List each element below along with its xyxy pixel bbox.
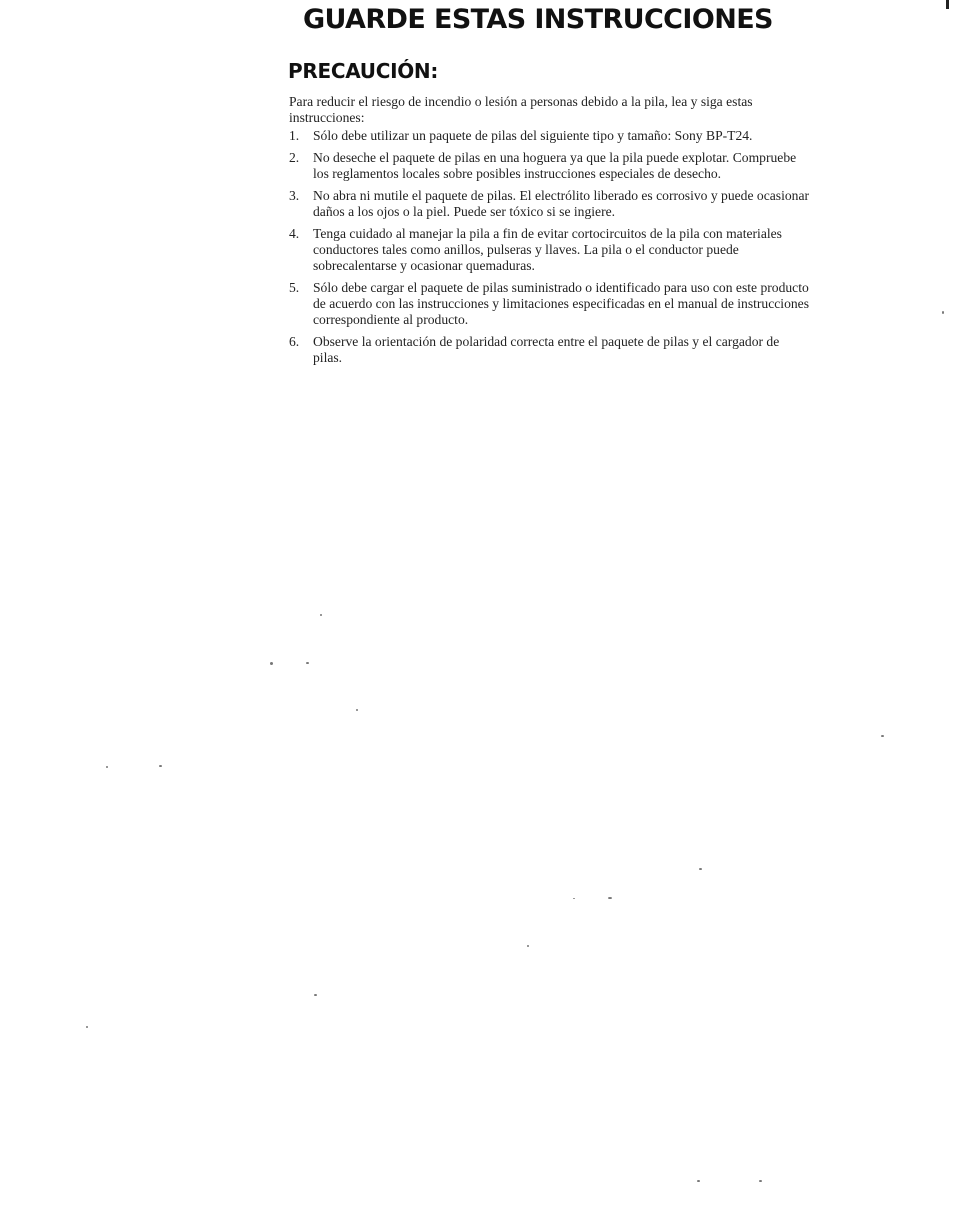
list-item	[289, 188, 809, 220]
list-item-text: No abra ni mutile el paquete de pilas. El electrólito liberado es corrosivo y puede ocasionar daños a los ojos o la piel. Puede ser tóxico si se ingiere.	[313, 188, 809, 219]
scan-speck	[320, 614, 322, 616]
list-item-text: Sólo debe cargar el paquete de pilas suministrado o identificado para uso con este producto de acuerdo con las instrucciones y limitaciones especificadas en el manual de instrucciones correspondiente al producto.	[313, 280, 809, 327]
scan-speck	[306, 662, 309, 664]
scan-speck	[942, 311, 944, 314]
list-item-text: Tenga cuidado al manejar la pila a fin de evitar cortocircuitos de la pila con materiales conductores tales como anillos, pulseras y llaves. La pila o el conductor puede sobrecalentarse y ocasionar quemaduras.	[313, 226, 782, 273]
list-item	[289, 150, 809, 182]
scan-speck	[314, 994, 317, 996]
scan-speck	[697, 1180, 700, 1182]
page-edge-mark	[946, 0, 949, 9]
list-item	[289, 280, 809, 328]
list-item-text: No deseche el paquete de pilas en una hoguera ya que la pila puede explotar. Compruebe los reglamentos locales sobre posibles instrucciones especiales de desecho.	[313, 150, 797, 181]
scan-speck	[86, 1026, 88, 1028]
caution-heading: PRECAUCIÓN:	[288, 59, 439, 83]
scan-speck	[573, 898, 575, 899]
list-item-text: Sólo debe utilizar un paquete de pilas del siguiente tipo y tamaño: Sony BP-T24.	[313, 128, 753, 143]
list-item	[289, 334, 809, 366]
intro-paragraph: Para reducir el riesgo de incendio o lesión a personas debido a la pila, lea y siga estas instrucciones:	[289, 94, 753, 125]
list-item-number: 3.	[289, 188, 300, 203]
page-title: GUARDE ESTAS INSTRUCCIONES	[303, 4, 773, 35]
list-item-number: 5.	[289, 280, 300, 295]
scan-speck	[608, 897, 612, 899]
list-item-number: 2.	[289, 150, 300, 165]
scan-speck	[759, 1180, 762, 1182]
scan-speck	[881, 735, 884, 737]
list-item-number: 4.	[289, 226, 300, 241]
list-item	[289, 226, 809, 274]
scan-speck	[356, 709, 358, 711]
instruction-list	[289, 128, 809, 372]
scan-speck	[527, 945, 529, 947]
scan-speck	[159, 765, 162, 767]
list-item-number: 1.	[289, 128, 300, 143]
scan-speck	[699, 868, 702, 870]
scan-speck	[106, 766, 108, 768]
list-item	[289, 128, 809, 144]
list-item-text: Observe la orientación de polaridad correcta entre el paquete de pilas y el cargador de pilas.	[313, 334, 780, 365]
list-item-number: 6.	[289, 334, 300, 349]
scan-speck	[270, 662, 273, 665]
